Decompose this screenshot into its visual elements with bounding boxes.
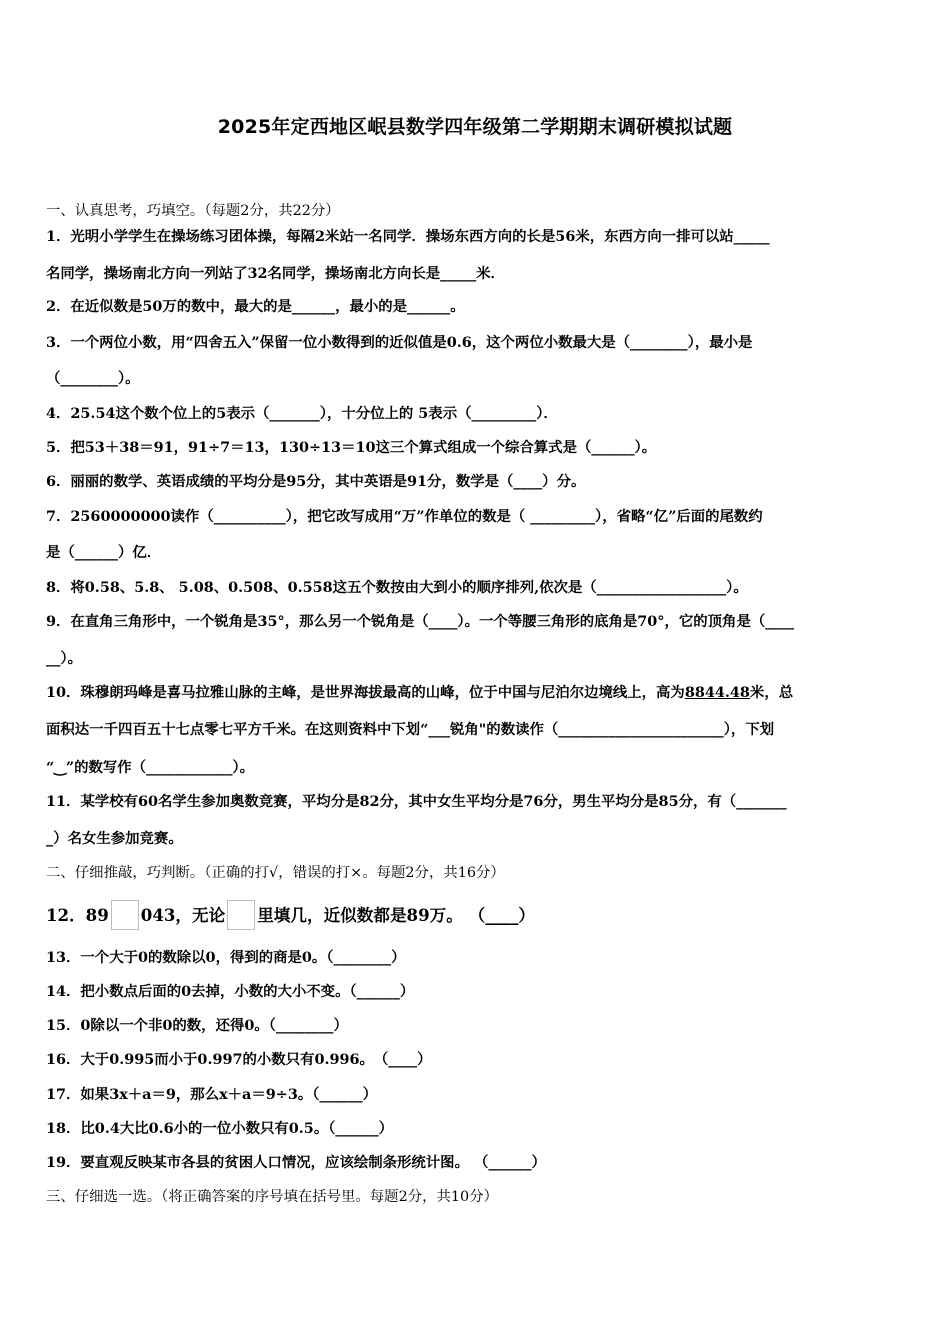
blank-box bbox=[227, 900, 255, 930]
question-3-line-1: 3．一个两位小数，用“四舍五入”保留一位小数得到的近似值是0.6，这个两位小数最大是（________），最小是 bbox=[46, 334, 753, 351]
section-3-heading: 三、仔细选一选。（将正确答案的序号填在括号里。每题2分，共10分） bbox=[46, 1189, 498, 1205]
section-2-heading: 二、仔细推敲，巧判断。（正确的打√，错误的打×。每题2分，共16分） bbox=[46, 865, 505, 881]
question-7-line-2: 是（______）亿． bbox=[46, 544, 162, 561]
question-6: 6．丽丽的数学、英语成绩的平均分是95分，其中英语是91分，数学是（____）分。 bbox=[46, 473, 586, 490]
question-1-line-2: 名同学，操场南北方向一列站了32名同学，操场南北方向长是_____米． bbox=[46, 265, 505, 282]
q10-underlined-number: 8844.48 bbox=[684, 684, 750, 701]
question-18: 18．比0.4大比0.6小的一位小数只有0.5。（______） bbox=[46, 1120, 393, 1137]
q12-part-b: 043，无论 bbox=[140, 905, 226, 925]
section-1-heading: 一、认真思考，巧填空。（每题2分，共22分） bbox=[46, 203, 340, 219]
question-19: 19．要直观反映某市各县的贫困人口情况，应该绘制条形统计图。 （______） bbox=[46, 1154, 546, 1171]
question-10-line-3: “‿”的数写作（____________）。 bbox=[46, 759, 254, 776]
question-13: 13．一个大于0的数除以0，得到的商是0。（________） bbox=[46, 949, 406, 966]
q10-text-pre: 10．珠穆朗玛峰是喜马拉雅山脉的主峰，是世界海拔最高的山峰，位于中国与尼泊尔边境线上，高为 bbox=[46, 684, 685, 701]
question-5: 5．把53＋38＝91，91÷7＝13，130÷13＝10这三个算式组成一个综合算式是（______）。 bbox=[46, 439, 657, 456]
question-16: 16．大于0.995而小于0.997的小数只有0.996。 （____） bbox=[46, 1051, 432, 1068]
question-11-line-1: 11．某学校有60名学生参加奥数竞赛，平均分是82分，其中女生平均分是76分，男生平均分是85分，有（_______ bbox=[46, 793, 787, 810]
blank-box bbox=[111, 900, 139, 930]
question-8: 8．将0.58、5.8、 5.08、0.508、0.558这五个数按由大到小的顺序排列,依次是（__________________）。 bbox=[46, 579, 748, 596]
q12-part-a: 12．89 bbox=[46, 905, 109, 925]
question-3-line-2: （________）。 bbox=[46, 370, 140, 387]
question-2: 2．在近似数是50万的数中，最大的是______，最小的是______。 bbox=[46, 298, 465, 315]
exam-title: 2025年定西地区岷县数学四年级第二学期期末调研模拟试题 bbox=[217, 116, 733, 138]
question-14: 14．把小数点后面的0去掉，小数的大小不变。（______） bbox=[46, 983, 415, 1000]
question-7-line-1: 7．2560000000读作（__________），把它改写成用“万”作单位的数是（ _________），省略“亿”后面的尾数约 bbox=[46, 508, 763, 525]
q12-part-c: 里填几，近似数都是89万。 （____） bbox=[257, 905, 535, 925]
question-12 bbox=[46, 900, 916, 930]
question-10-line-1 bbox=[46, 683, 916, 703]
q10-text-post: 米，总 bbox=[749, 684, 794, 701]
question-17: 17．如果3x＋a＝9，那么x＋a＝9÷3。（______） bbox=[46, 1086, 377, 1103]
question-4: 4．25.54这个数个位上的5表示（_______），十分位上的 5表示（_________）． bbox=[46, 405, 558, 422]
question-10-line-2: 面积达一千四百五十七点零七平方千米。在这则资料中下划“___锐角"的数读作（_______________________），下划 bbox=[46, 721, 775, 738]
question-9-line-1: 9．在直角三角形中，一个锐角是35°，那么另一个锐角是（____）。一个等腰三角形的底角是70°，它的顶角是（____ bbox=[46, 613, 795, 630]
question-11-line-2: _）名女生参加竞赛。 bbox=[46, 830, 183, 847]
question-9-line-2: __）。 bbox=[46, 650, 82, 667]
question-1-line-1: 1．光明小学学生在操场练习团体操，每隔2米站一名同学．操场东西方向的长是56米，东西方向一排可以站_____ bbox=[46, 228, 770, 245]
question-15: 15．0除以一个非0的数，还得0。（________） bbox=[46, 1017, 348, 1034]
